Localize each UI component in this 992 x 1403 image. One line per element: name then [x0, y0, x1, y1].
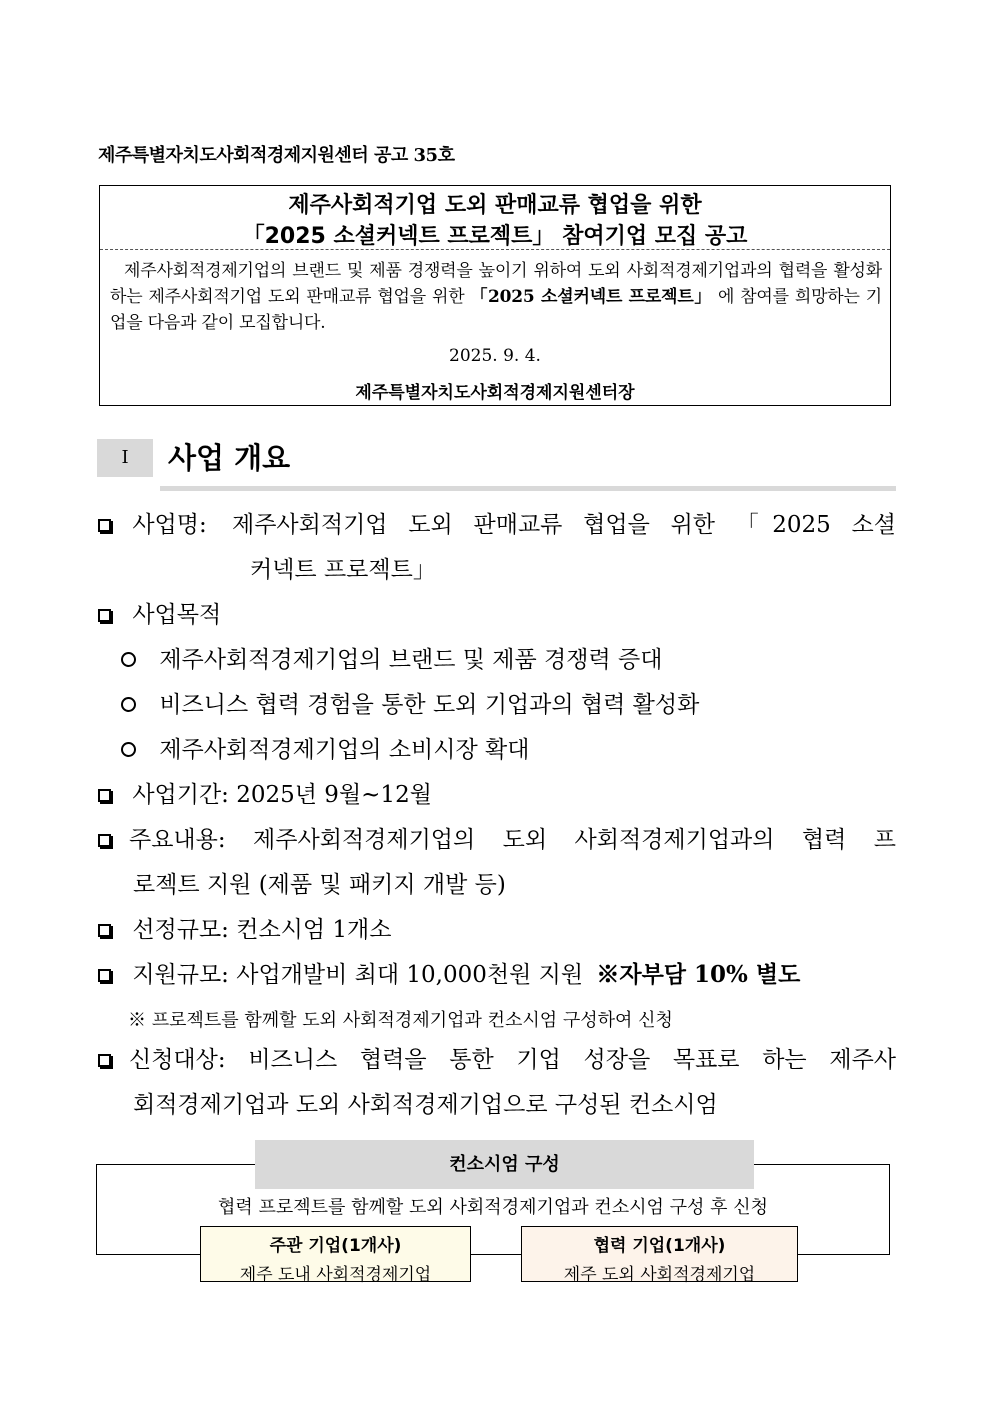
title-box — [99, 185, 891, 406]
purpose-item — [121, 645, 662, 675]
purpose-text: 비즈니스 협력 경험을 통한 도외 기업과의 협력 활성화 — [159, 692, 700, 718]
partner-company-box — [521, 1226, 798, 1285]
target-line-2: 회적경제기업과 도외 사회적경제기업으로 구성된 컨소시엄 — [133, 1092, 718, 1118]
square-bullet-icon — [98, 1054, 111, 1067]
support-text: 지원규모: 사업개발비 최대 10,000천원 지원 — [132, 962, 584, 988]
support-note: ※ 프로젝트를 함께할 도외 사회적경제기업과 컨소시엄 구성하여 신청 — [128, 1010, 673, 1031]
target-line-1: 신청대상: 비즈니스 협력을 통한 기업 성장을 목표로 하는 제주사 — [129, 1047, 896, 1073]
lead-company-desc: 제주 도내 사회적경제기업 — [239, 1265, 432, 1285]
support-extra: ※자부담 10% 별도 — [596, 961, 801, 988]
purpose-item — [121, 735, 529, 765]
content-line-1: 주요내용: 제주사회적경제기업의 도외 사회적경제기업과의 협력 프 — [129, 827, 896, 853]
intro-text: 제주사회적경제기업의 브랜드 및 제품 경쟁력을 높이기 위하여 도외 사회적경제기업과의 협력을 활성화하는 제주사회적기업 도외 판매교류 협업을 위한 — [110, 261, 882, 307]
project-name-line-2: 커넥트 프로젝트」 — [250, 557, 436, 583]
issuer: 제주특별자치도사회적경제지원센터장 — [355, 383, 635, 403]
square-bullet-icon — [98, 609, 111, 622]
lead-company-title: 주관 기업(1개사) — [269, 1236, 402, 1256]
partner-company-title: 협력 기업(1개사) — [593, 1236, 726, 1256]
circle-bullet-icon — [121, 697, 136, 712]
period-text: 사업기간: 2025년 9월~12월 — [132, 782, 432, 808]
square-bullet-icon — [98, 789, 111, 802]
notice-date: 2025. 9. 4. — [449, 346, 541, 366]
project-name-line-1: 제주사회적기업 도외 판매교류 협업을 위한 「2025 소셜 — [232, 512, 896, 538]
purpose-text: 제주사회적경제기업의 소비시장 확대 — [159, 737, 530, 763]
purpose-label: 사업목적 — [132, 602, 222, 628]
square-bullet-icon — [98, 969, 111, 982]
content-line-2: 로젝트 지원 (제품 및 패키지 개발 등) — [133, 872, 506, 898]
item-purpose — [98, 600, 221, 630]
section-title: 사업 개요 — [168, 441, 291, 475]
item-scale — [98, 915, 392, 945]
item-period — [98, 780, 432, 810]
intro-text-end: 에 참여를 희망하는 기업을 다음과 같이 모집합니다. — [110, 287, 882, 333]
partner-company-desc: 제주 도외 사회적경제기업 — [563, 1265, 756, 1285]
consortium-description: 협력 프로젝트를 함께할 도외 사회적경제기업과 컨소시엄 구성 후 신청 — [217, 1197, 769, 1218]
title-line-1: 제주사회적기업 도외 판매교류 협업을 위한 — [288, 193, 702, 218]
consortium-title: 컨소시엄 구성 — [255, 1140, 754, 1189]
item-support — [98, 960, 800, 990]
intro-paragraph — [110, 258, 882, 336]
divider — [100, 249, 890, 250]
purpose-item — [121, 690, 699, 720]
scale-text: 선정규모: 컨소시엄 1개소 — [132, 917, 392, 943]
square-bullet-icon — [98, 834, 111, 847]
circle-bullet-icon — [121, 652, 136, 667]
section-underline — [160, 486, 896, 491]
title-line-2: 「2025 소셜커넥트 프로젝트」 참여기업 모집 공고 — [242, 224, 748, 249]
section-number: Ⅰ — [97, 439, 153, 477]
square-bullet-icon — [98, 924, 111, 937]
square-bullet-icon — [98, 519, 111, 532]
intro-project-name: 「2025 소셜커넥트 프로젝트」 — [470, 287, 712, 307]
purpose-text: 제주사회적경제기업의 브랜드 및 제품 경쟁력 증대 — [159, 647, 663, 673]
item-label: 사업명: — [132, 512, 207, 538]
lead-company-box — [200, 1226, 471, 1285]
notice-number: 제주특별자치도사회적경제지원센터 공고 35호 — [98, 145, 455, 166]
circle-bullet-icon — [121, 742, 136, 757]
